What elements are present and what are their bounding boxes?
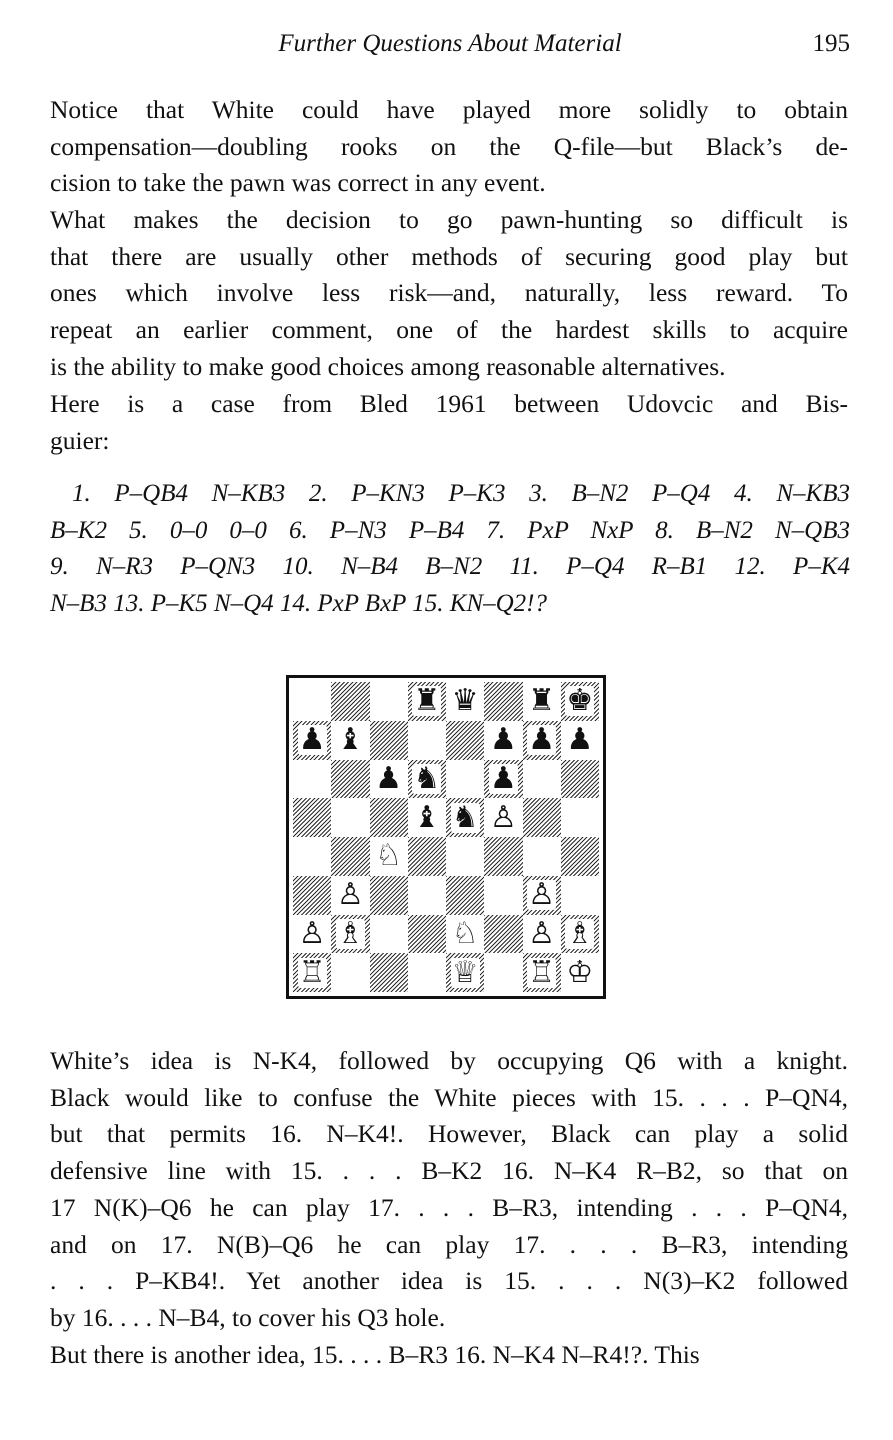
board-square xyxy=(331,837,369,876)
move-line: N–B3 13. P–K5 N–Q4 14. PxP BxP 15. KN–Q2!? xyxy=(50,589,547,617)
board-square xyxy=(293,953,331,992)
board-square xyxy=(484,682,522,721)
text-line: that there are usually other methods of securing good play but xyxy=(50,241,848,271)
board-square xyxy=(408,876,446,915)
chess-piece-icon: ♙ xyxy=(528,915,556,951)
chess-piece-icon: ♙ xyxy=(528,877,556,913)
board-square xyxy=(293,798,331,837)
chess-piece-icon: ♟ xyxy=(489,760,517,796)
move-line: 1. P–QB4 N–KB3 2. P–KN3 P–K3 3. B–N2 P–Q4 4. N–KB3 xyxy=(72,480,850,507)
text-line: What makes the decision to go pawn-hunting so difficult is xyxy=(50,205,848,234)
board-square xyxy=(408,760,446,799)
board-square xyxy=(408,837,446,876)
text-line: is the ability to make good choices among reasonable alternatives. xyxy=(50,351,726,381)
chess-piece-icon: ♕ xyxy=(451,954,479,990)
chess-piece-icon: ♛ xyxy=(451,683,479,719)
board-square xyxy=(370,760,408,799)
chess-piece-icon: ♚ xyxy=(566,683,594,719)
board-square xyxy=(484,798,522,837)
chess-diagram xyxy=(286,675,606,999)
chess-piece-icon: ♙ xyxy=(298,915,326,951)
running-title: Further Questions About Material xyxy=(278,30,622,57)
board-square xyxy=(370,837,408,876)
board-square xyxy=(293,682,331,721)
board-square xyxy=(408,915,446,954)
board-square xyxy=(484,915,522,954)
board-square xyxy=(484,837,522,876)
board-square xyxy=(523,721,561,760)
text-line: cision to take the pawn was correct in any event. xyxy=(50,168,546,198)
text-line: Black would like to confuse the White pieces with 15. . . . P–QN4, xyxy=(50,1082,848,1112)
chess-piece-icon: ♖ xyxy=(528,954,556,990)
board-square xyxy=(561,953,599,992)
chess-piece-icon: ♟ xyxy=(298,722,326,758)
board-square xyxy=(331,915,369,954)
chess-piece-icon: ♞ xyxy=(413,760,441,796)
board-square xyxy=(331,953,369,992)
chess-piece-icon: ♙ xyxy=(489,799,517,835)
board-square xyxy=(370,682,408,721)
chess-piece-icon: ♘ xyxy=(375,838,403,874)
chess-piece-icon: ♟ xyxy=(566,722,594,758)
board-square xyxy=(446,798,484,837)
board-square xyxy=(293,876,331,915)
board-square xyxy=(523,760,561,799)
board-square xyxy=(331,682,369,721)
board-square xyxy=(523,837,561,876)
board-square xyxy=(370,876,408,915)
chess-piece-icon: ♟ xyxy=(489,722,517,758)
move-line: 9. N–R3 P–QN3 10. N–B4 B–N2 11. P–Q4 R–B1 12. P–K4 xyxy=(50,553,850,580)
board-square xyxy=(331,721,369,760)
page-header xyxy=(50,30,850,64)
text-line: and on 17. N(B)–Q6 he can play 17. . . . B–R3, intending xyxy=(50,1229,848,1259)
text-line: but that permits 16. N–K4!. However, Black can play a solid xyxy=(50,1119,848,1149)
move-list xyxy=(50,476,850,622)
chess-piece-icon: ♝ xyxy=(336,722,364,758)
board-square xyxy=(523,876,561,915)
board-square xyxy=(561,760,599,799)
board-square xyxy=(408,953,446,992)
chess-piece-icon: ♜ xyxy=(528,683,556,719)
move-line: B–K2 5. 0–0 0–0 6. P–N3 P–B4 7. PxP NxP 8. B–N2 N–QB3 xyxy=(50,516,850,544)
text-line: 17 N(K)–Q6 he can play 17. . . . B–R3, intending . . . P–QN4, xyxy=(50,1192,848,1222)
chess-piece-icon: ♔ xyxy=(566,954,594,990)
board-square xyxy=(293,721,331,760)
board-square xyxy=(293,915,331,954)
board-square xyxy=(484,721,522,760)
paragraph xyxy=(50,386,848,459)
chess-piece-icon: ♗ xyxy=(336,915,364,951)
text-line: repeat an earlier comment, one of the hardest skills to acquire xyxy=(50,315,848,345)
paragraph xyxy=(50,202,848,386)
chess-piece-icon: ♗ xyxy=(566,915,594,951)
paragraph xyxy=(50,1043,848,1337)
board-square xyxy=(408,682,446,721)
chess-piece-icon: ♘ xyxy=(451,915,479,951)
text-line: White’s idea is N-K4, followed by occupying Q6 with a knight. xyxy=(50,1046,848,1075)
board-square xyxy=(561,876,599,915)
chess-board xyxy=(293,682,599,992)
board-square xyxy=(523,798,561,837)
board-square xyxy=(561,915,599,954)
board-square xyxy=(331,760,369,799)
board-square xyxy=(408,798,446,837)
chess-piece-icon: ♖ xyxy=(298,954,326,990)
text-line: by 16. . . . N–B4, to cover his Q3 hole. xyxy=(50,1302,446,1332)
board-square xyxy=(446,721,484,760)
paragraph xyxy=(50,1337,848,1374)
chess-piece-icon: ♞ xyxy=(451,799,479,835)
board-square xyxy=(523,682,561,721)
board-square xyxy=(370,798,408,837)
board-square xyxy=(446,876,484,915)
text-line: Notice that White could have played more solidly to obtain xyxy=(50,95,848,124)
board-square xyxy=(331,876,369,915)
board-square xyxy=(523,915,561,954)
board-square xyxy=(561,682,599,721)
board-square xyxy=(331,798,369,837)
chess-piece-icon: ♟ xyxy=(528,722,556,758)
board-square xyxy=(523,953,561,992)
board-square xyxy=(446,682,484,721)
board-square xyxy=(370,721,408,760)
board-square xyxy=(484,760,522,799)
text-line: Here is a case from Bled 1961 between Udovcic and Bis- xyxy=(50,389,848,418)
board-square xyxy=(561,837,599,876)
board-square xyxy=(484,953,522,992)
chess-piece-icon: ♝ xyxy=(413,799,441,835)
board-square xyxy=(446,953,484,992)
text-line: . . . P–KB4!. Yet another idea is 15. . . . N(3)–K2 followed xyxy=(50,1266,848,1296)
board-square xyxy=(446,837,484,876)
text-line: guier: xyxy=(50,425,110,455)
board-square xyxy=(561,798,599,837)
paragraph xyxy=(50,92,848,202)
chess-piece-icon: ♟ xyxy=(375,760,403,796)
board-square xyxy=(408,721,446,760)
chess-piece-icon: ♙ xyxy=(336,877,364,913)
text-line: But there is another idea, 15. . . . B–R3 16. N–K4 N–R4!?. This xyxy=(50,1340,700,1369)
board-square xyxy=(293,760,331,799)
chess-piece-icon: ♜ xyxy=(413,683,441,719)
page-number: 195 xyxy=(812,30,850,57)
text-line: compensation—doubling rooks on the Q-file—but Black’s de- xyxy=(50,131,848,161)
board-square xyxy=(446,915,484,954)
board-square xyxy=(484,876,522,915)
text-line: defensive line with 15. . . . B–K2 16. N–K4 R–B2, so that on xyxy=(50,1156,848,1186)
board-square xyxy=(370,953,408,992)
board-square xyxy=(370,915,408,954)
board-square xyxy=(561,721,599,760)
board-square xyxy=(293,837,331,876)
text-line: ones which involve less risk—and, naturally, less reward. To xyxy=(50,278,848,308)
board-square xyxy=(446,760,484,799)
